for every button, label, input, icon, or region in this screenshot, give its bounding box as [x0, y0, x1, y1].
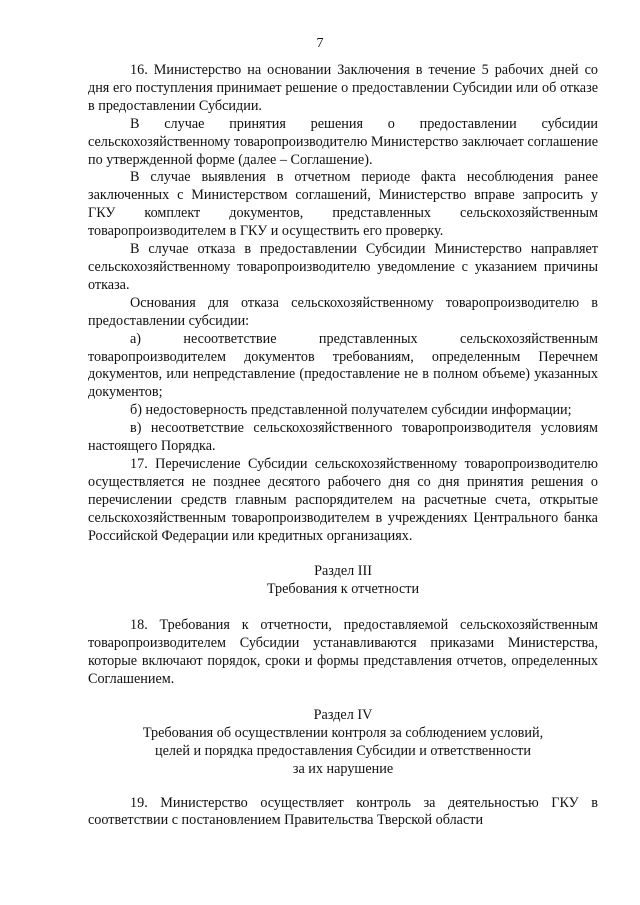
section-3-number: Раздел III: [314, 563, 372, 580]
list-item-a: а) несоответствие представленных сельскохозяйственным товаропроизводителем документов требованиям, определенным Перечнем документов, или непредставление (предоставление не в полном объеме) указанных документов;: [88, 330, 598, 401]
paragraph-agreement: В случае принятия решения о предоставлении субсидии сельскохозяйственному товаропроизводителю Министерство заключает соглашение по утвержденной форме (далее – Соглашение).: [88, 115, 598, 168]
paragraph-18: 18. Требования к отчетности, предоставляемой сельскохозяйственным товаропроизводителем Субсидии устанавливаются приказами Министерства, которые включают порядок, сроки и формы представления отчетов, определенных Соглашением.: [88, 617, 598, 687]
paragraph-violation-check: В случае выявления в отчетном периоде факта несоблюдения ранее заключенных с Министерством соглашений, Министерство вправе запросить у ГКУ комплект документов, представленных сельскохозяйственным товаропроизводителем в ГКУ и осуществить его проверку.: [88, 169, 598, 240]
section-4-title-line-2: целей и порядка предоставления Субсидии и ответственности: [155, 742, 531, 759]
paragraph-17: 17. Перечисление Субсидии сельскохозяйственному товаропроизводителю осуществляется не позднее десятого рабочего дня со дня принятия решения о перечислении средств главным распорядителем на расчетные счета, открытые сельскохозяйственным товаропроизводителем в учреждениях Центрального банка Российской Федерации или кредитных организациях.: [88, 455, 598, 544]
list-item-c: в) несоответствие сельскохозяйственного товаропроизводителя условиям настоящего Порядка.: [88, 420, 598, 455]
section-4-title-line-3: за их нарушение: [292, 760, 394, 777]
paragraph-16: 16. Министерство на основании Заключения в течение 5 рабочих дней со дня его поступления принимает решение о предоставлении Субсидии или об отказе в предоставлении Субсидии.: [88, 62, 598, 114]
section-4-title-line-1: Требования об осуществлении контроля за соблюдением условий,: [142, 724, 544, 741]
section-3-title: Требования к отчетности: [266, 581, 420, 598]
paragraph-refusal-grounds: Основания для отказа сельскохозяйственному товаропроизводителю в предоставлении субсидии:: [88, 294, 598, 329]
paragraph-refusal-notice: В случае отказа в предоставлении Субсидии Министерство направляет сельскохозяйственному товаропроизводителю уведомление с указанием причины отказа.: [88, 241, 598, 293]
page-number: 7: [316, 36, 324, 51]
document-body: [88, 62, 598, 830]
list-item-b: б) недостоверность представленной получателем субсидии информации;: [130, 402, 572, 419]
paragraph-19: 19. Министерство осуществляет контроль за деятельностью ГКУ в соответствии с постановлением Правительства Тверской области: [88, 794, 598, 829]
section-4-number: Раздел IV: [313, 706, 373, 723]
